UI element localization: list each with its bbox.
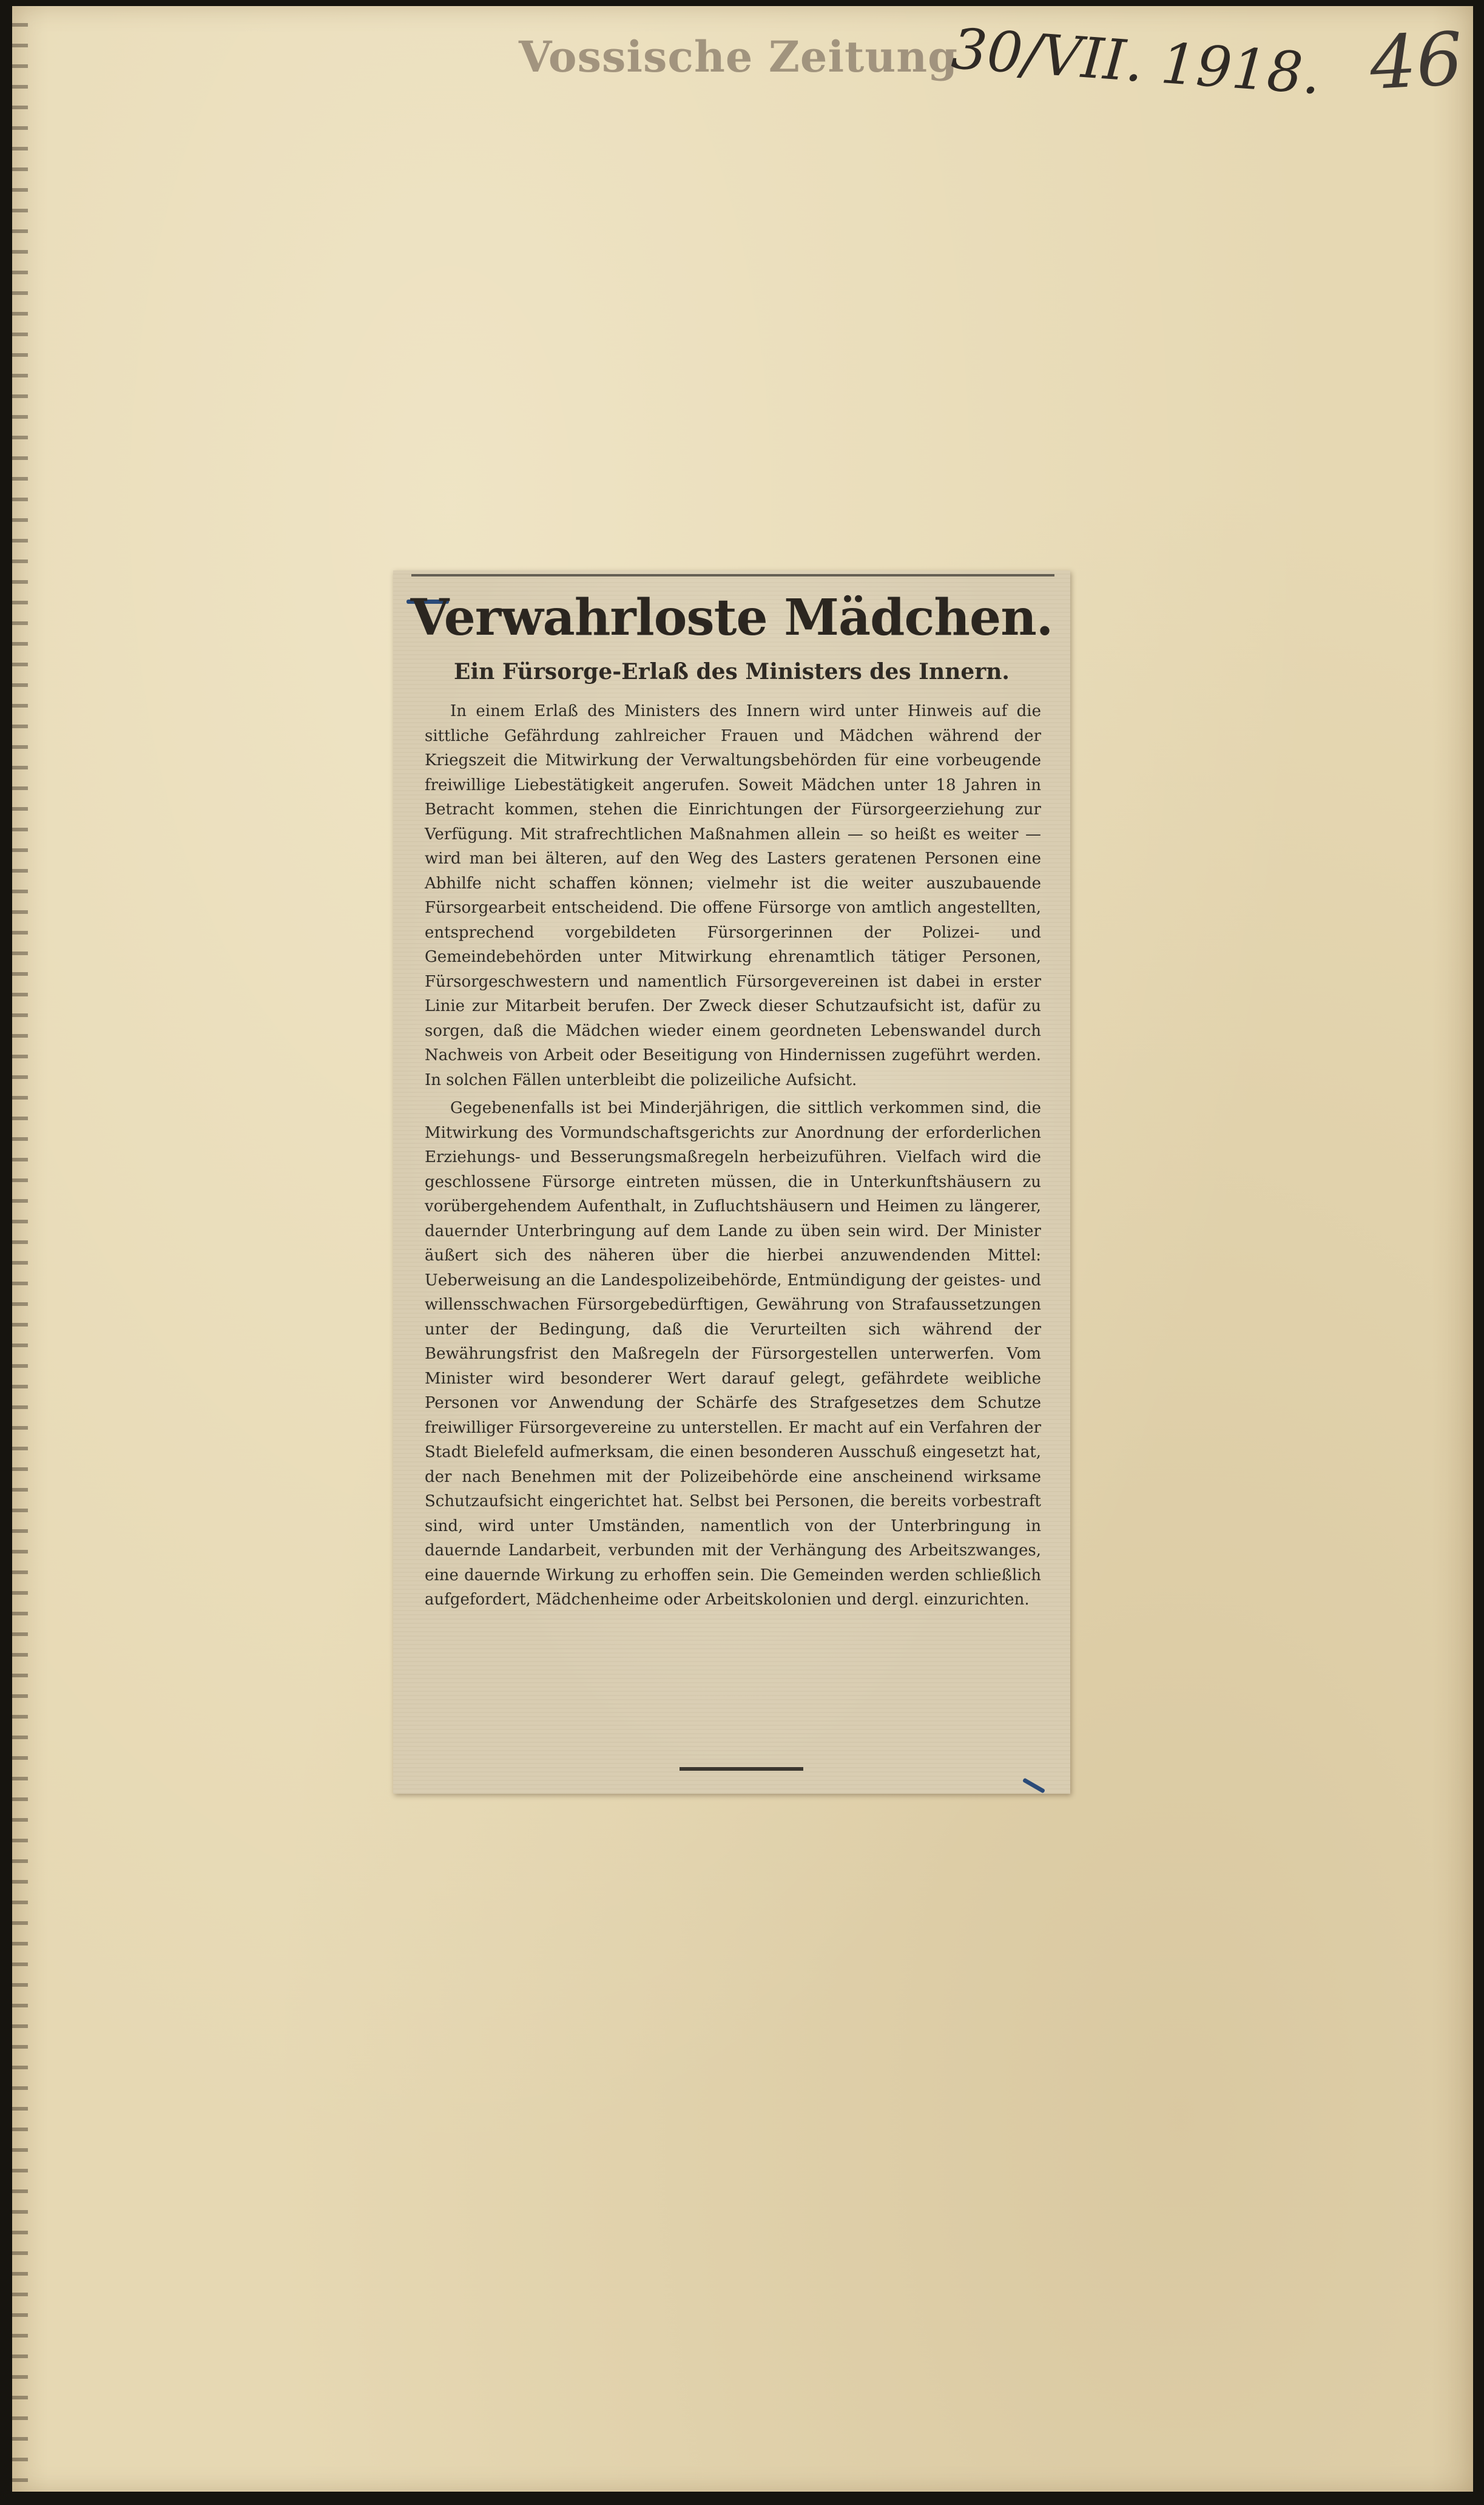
archive-sheet (12, 6, 1473, 2492)
page-number: 46 (1368, 17, 1465, 106)
handwritten-date: 30/VII. 1918. (949, 16, 1323, 107)
newspaper-clipping (393, 570, 1070, 1794)
article-headline: Verwahrloste Mädchen. (410, 589, 1053, 647)
blue-pencil-mark (1022, 1777, 1045, 1793)
torn-left-edge (12, 6, 28, 2492)
article-paragraph: In einem Erlaß des Ministers des Innern wird unter Hinweis auf die sittliche Gefährdung zahlreicher Frauen und Mädchen während der Kriegszeit die Mitwirkung der Verwaltungsbehörden für eine vorbeugende freiwillige Liebestätigkeit angerufen. Soweit Mädchen unter 18 Jahren in Betracht kommen, stehen die Einrichtungen der Fürsorgeerziehung zur Verfügung. Mit strafrechtlichen Maßnahmen allein — so heißt es weiter — wird man bei älteren, auf den Weg des Lasters geratenen Personen eine Abhilfe nicht schaffen können; vielmehr ist die weiter auszubauende Fürsorgearbeit entscheidend. Die offene Fürsorge von amtlich angestellten, entsprechend vorgebildeten Fürsorgerinnen der Polizei- und Gemeindebehörden unter Mitwirkung ehrenamtlich tätiger Personen, Fürsorgeschwestern und namentlich Fürsorgevereinen ist dabei in erster Linie zur Mitarbeit berufen. Der Zweck dieser Schutzaufsicht ist, dafür zu sorgen, daß die Mädchen wieder einem geordneten Lebenswandel durch Nachweis von Arbeit oder Beseitigung von Hindernissen zugeführt werden. In solchen Fällen unterbleibt die polizeiliche Aufsicht. (425, 702, 1041, 1089)
newspaper-stamp: Vossische Zeitung (519, 32, 959, 82)
article-body (425, 699, 1041, 1612)
article-paragraph: Gegebenenfalls ist bei Minderjährigen, die sittlich verkommen sind, die Mitwirkung des Vormundschaftsgerichts zur Anordnung der erforderlichen Erziehungs- und Besserungsmaßregeln herbeizuführen. Vielfach wird die geschlossene Fürsorge eintreten müssen, die in Unterkunftshäusern zu vorübergehendem Aufenthalt, in Zufluchtshäusern und Heimen zu längerer, dauernder Unterbringung auf dem Lande zu üben sein wird. Der Minister äußert sich des näheren über die hierbei anzuwendenden Mittel: Ueberweisung an die Landespolizeibehörde, Entmündigung der geistes- und willensschwachen Fürsorgebedürftigen, Gewährung von Strafaussetzungen unter der Bedingung, daß die Verurteilten sich während der Bewährungsfrist den Maßregeln der Fürsorgestellen unterwerfen. Vom Minister wird besonderer Wert darauf gelegt, gefährdete weibliche Personen vor Anwendung der Schärfe des Strafgesetzes dem Schutze freiwilliger Fürsorgevereine zu unterstellen. Er macht auf ein Verfahren der Stadt Bielefeld aufmerksam, die einen besonderen Ausschuß eingesetzt hat, der nach Benehmen mit der Polizeibehörde eine anscheinend wirksame Schutzaufsicht eingerichtet hat. Selbst bei Personen, die bereits vorbestraft sind, wird unter Umständen, namentlich von der Unterbringung in dauernde Landarbeit, verbunden mit der Verhängung des Arbeitszwanges, eine dauernde Wirkung zu erhoffen sein. Die Gemeinden werden schließlich aufgefordert, Mädchenheime oder Arbeitskolonien und dergl. einzurichten. (425, 1099, 1041, 1609)
article-subheadline: Ein Fürsorge-Erlaß des Ministers des Innern. (454, 659, 1010, 685)
article-end-rule (680, 1767, 803, 1771)
clipping-top-rule (411, 574, 1054, 576)
